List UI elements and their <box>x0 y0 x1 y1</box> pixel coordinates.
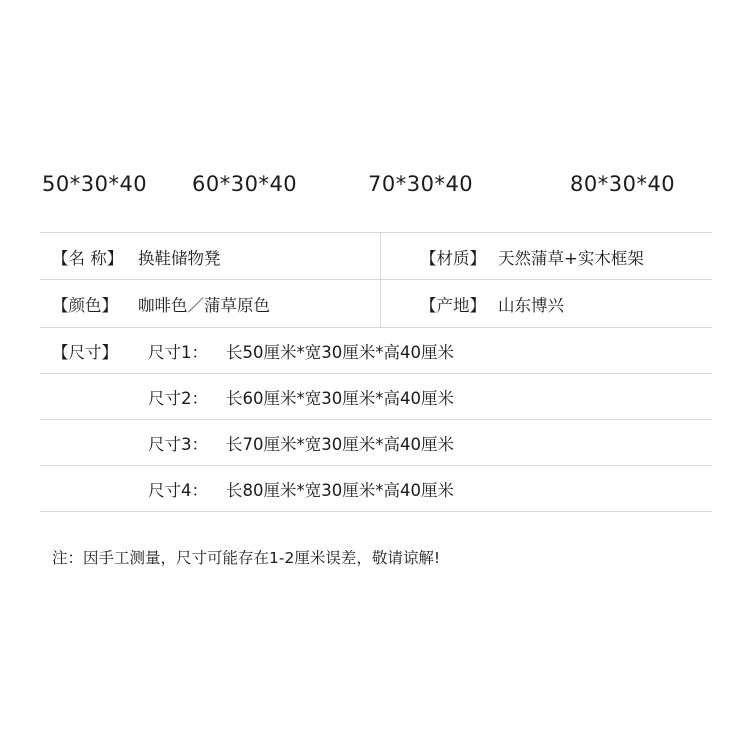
spec-key-origin: 【产地】 <box>420 296 486 315</box>
spec-cell-origin <box>420 280 564 328</box>
size-label-1: 50*30*40 <box>42 172 148 196</box>
size-label-4: 80*30*40 <box>570 172 676 196</box>
table-row <box>40 328 712 374</box>
dimension-section-label: 【尺寸】 <box>52 343 118 362</box>
spec-value-color: 咖啡色／蒲草原色 <box>138 296 270 315</box>
spec-key-color: 【颜色】 <box>52 296 118 315</box>
size-label-3: 70*30*40 <box>368 172 474 196</box>
spec-value-origin: 山东博兴 <box>498 296 564 315</box>
spec-value-name: 换鞋储物凳 <box>138 249 221 268</box>
table-row <box>40 420 712 466</box>
column-divider <box>380 280 381 328</box>
spec-key-material: 【材质】 <box>420 249 486 268</box>
table-row <box>40 280 712 328</box>
spec-cell-color <box>52 280 270 328</box>
dimension-value-4: 长80厘米*宽30厘米*高40厘米 <box>226 481 454 500</box>
table-row <box>40 466 712 512</box>
dimension-key-3: 尺寸3： <box>148 435 208 454</box>
spec-cell-material <box>420 233 644 281</box>
spec-value-material: 天然蒲草+实木框架 <box>498 249 644 268</box>
dimension-value-1: 长50厘米*宽30厘米*高40厘米 <box>226 343 454 362</box>
measurement-note: 注：因手工测量，尺寸可能存在1-2厘米误差，敬请谅解! <box>52 549 441 567</box>
size-label-2: 60*30*40 <box>192 172 298 196</box>
table-row <box>40 374 712 420</box>
dimension-value-3: 长70厘米*宽30厘米*高40厘米 <box>226 435 454 454</box>
column-divider <box>380 233 381 281</box>
table-row <box>40 232 712 280</box>
spec-key-name: 【名 称】 <box>52 249 124 268</box>
dimension-value-2: 长60厘米*宽30厘米*高40厘米 <box>226 389 454 408</box>
dimension-key-2: 尺寸2： <box>148 389 208 408</box>
dimension-key-1: 尺寸1： <box>148 343 208 362</box>
dimension-key-4: 尺寸4： <box>148 481 208 500</box>
spec-cell-name <box>52 233 221 281</box>
spec-table <box>40 232 712 512</box>
size-label-row <box>0 172 750 208</box>
